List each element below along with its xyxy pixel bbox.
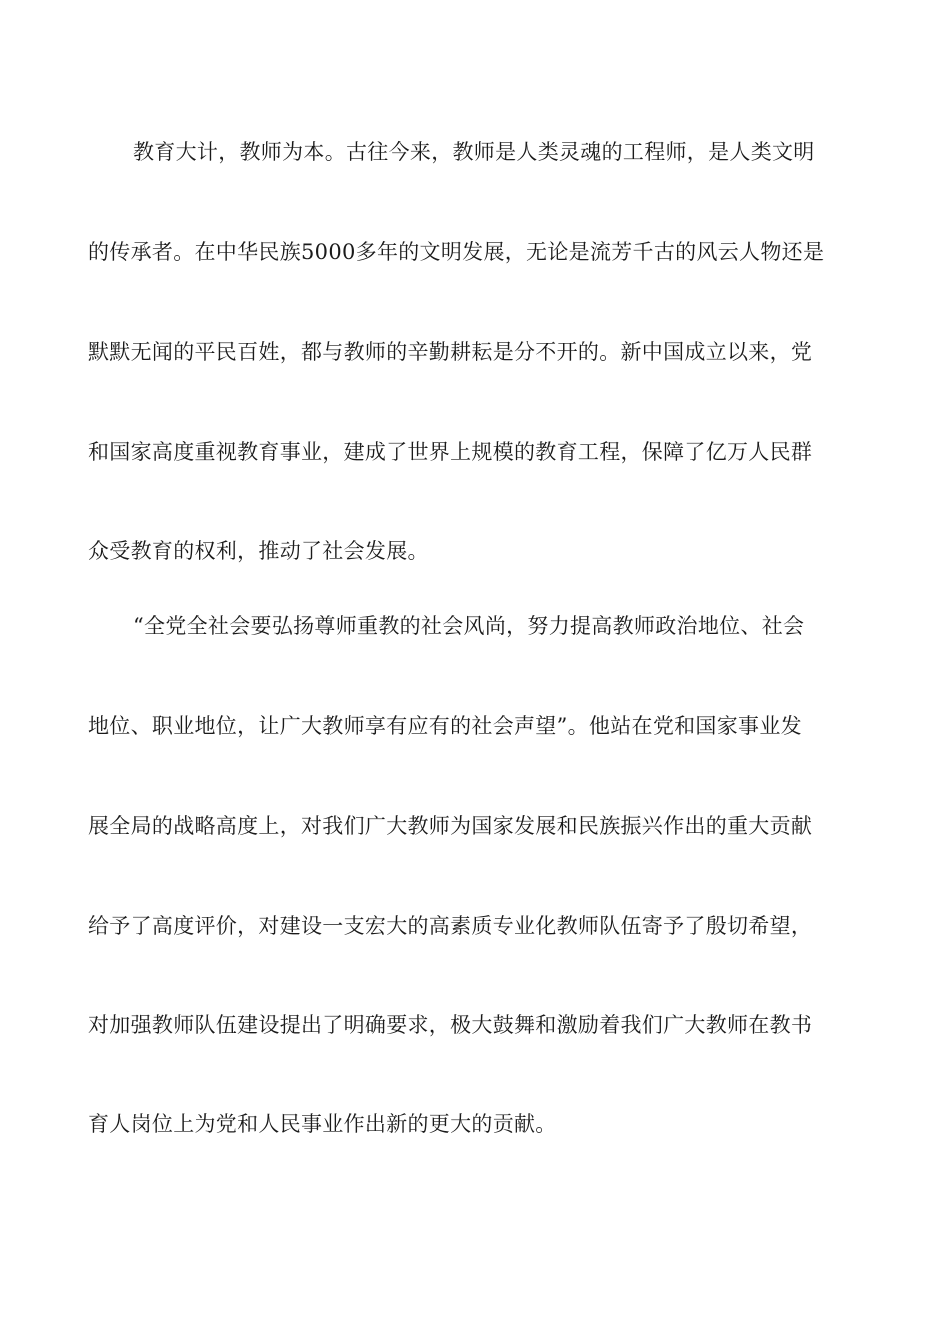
- paragraph-2-line-3: 展全局的战略高度上，对我们广大教师为国家发展和民族振兴作出的重大贡献: [88, 814, 813, 838]
- paragraph-1-line-1: 教育大计，教师为本。古往今来，教师是人类灵魂的工程师，是人类文明: [133, 140, 815, 164]
- paragraph-2-line-4: 给予了高度评价，对建设一支宏大的高素质专业化教师队伍寄予了殷切希望，: [88, 914, 813, 938]
- paragraph-1-line-4: 和国家高度重视教育事业，建成了世界上规模的教育工程，保障了亿万人民群: [88, 440, 813, 464]
- paragraph-2-line-1: “全党全社会要弘扬尊师重教的社会风尚，努力提高教师政治地位、社会: [133, 614, 805, 638]
- paragraph-2-line-5: 对加强教师队伍建设提出了明确要求，极大鼓舞和激励着我们广大教师在教书: [88, 1013, 813, 1037]
- paragraph-1-line-3: 默默无闻的平民百姓，都与教师的辛勤耕耘是分不开的。新中国成立以来，党: [88, 340, 813, 364]
- paragraph-1-line-5: 众受教育的权利，推动了社会发展。: [88, 539, 429, 563]
- paragraph-1-line-2: 的传承者。在中华民族5000多年的文明发展，无论是流芳千古的风云人物还是: [88, 240, 825, 264]
- paragraph-2-line-2: 地位、职业地位，让广大教师享有应有的社会声望”。他站在党和国家事业发: [88, 714, 802, 738]
- paragraph-2-line-6: 育人岗位上为党和人民事业作出新的更大的贡献。: [88, 1112, 557, 1136]
